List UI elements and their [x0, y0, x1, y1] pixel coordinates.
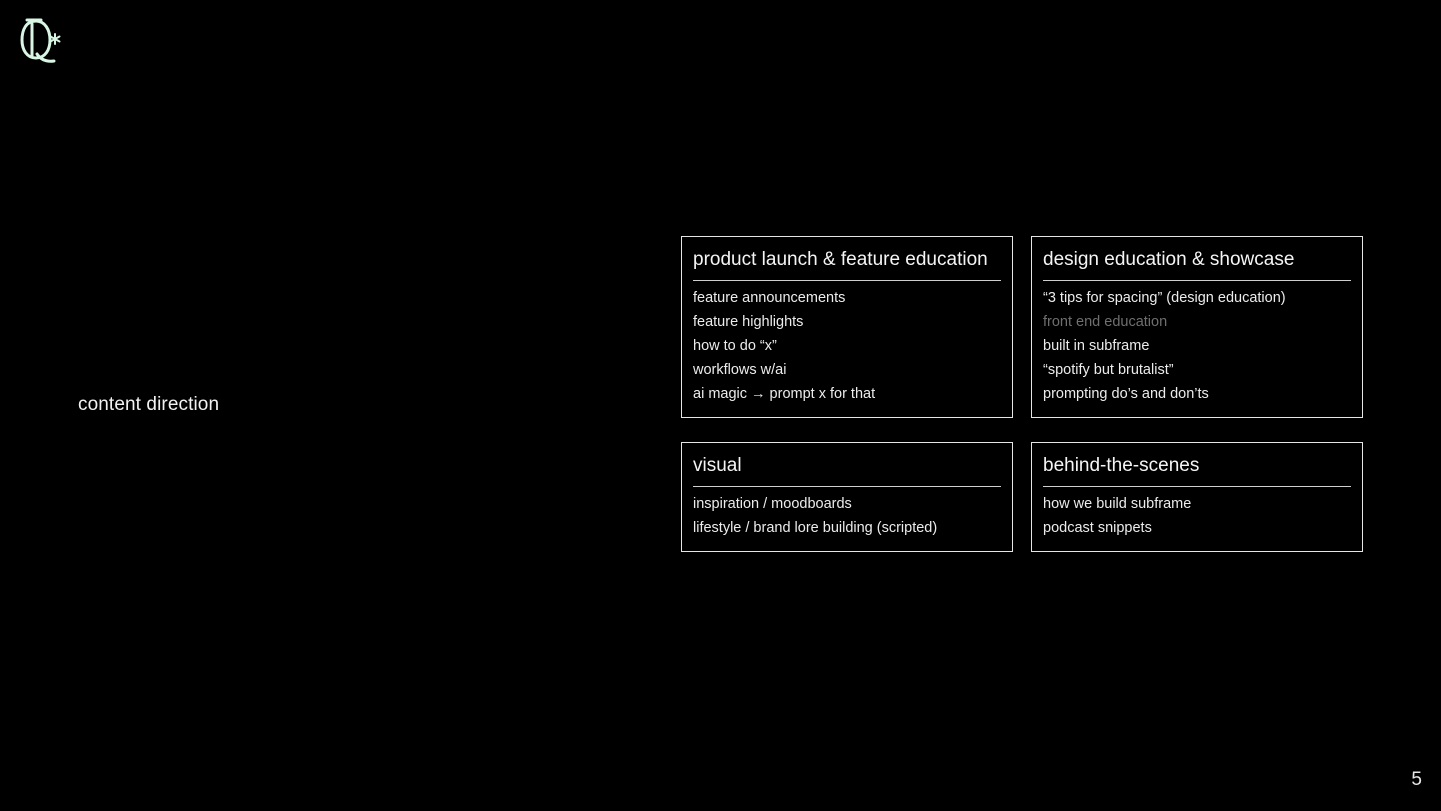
card-item: “3 tips for spacing” (design education) — [1043, 290, 1286, 306]
card-item: lifestyle / brand lore building (scripted) — [693, 520, 938, 536]
card-item: how to do “x” — [693, 338, 777, 354]
brand-logo — [19, 16, 61, 66]
card-item: prompting do’s and don’ts — [1043, 386, 1209, 402]
card-item: ai magic → prompt x for that — [693, 386, 876, 402]
card-item: how we build subframe — [1043, 496, 1192, 512]
card-item-muted: front end education — [1043, 314, 1168, 330]
page-number: 5 — [1411, 769, 1422, 790]
card-item-list — [1043, 492, 1351, 540]
card-item: inspiration / moodboards — [693, 496, 852, 512]
card-item: podcast snippets — [1043, 520, 1152, 536]
card-title: behind-the-scenes — [1043, 453, 1351, 487]
content-card-visual — [681, 442, 1013, 552]
card-item: “spotify but brutalist” — [1043, 362, 1174, 378]
card-item-list — [1043, 286, 1351, 406]
card-item-list — [693, 286, 1001, 406]
content-card-behind-the-scenes — [1031, 442, 1363, 552]
card-title: visual — [693, 453, 1001, 487]
card-item: feature announcements — [693, 290, 846, 306]
content-card-design-education — [1031, 236, 1363, 418]
qt-star-logo-icon — [19, 16, 61, 66]
content-card-product-launch — [681, 236, 1013, 418]
card-title: design education & showcase — [1043, 247, 1351, 281]
card-title: product launch & feature education — [693, 247, 1001, 281]
card-item: feature highlights — [693, 314, 804, 330]
card-item: workflows w/ai — [693, 362, 787, 378]
card-item-list — [693, 492, 1001, 540]
section-title: content direction — [78, 394, 220, 415]
card-item: built in subframe — [1043, 338, 1150, 354]
